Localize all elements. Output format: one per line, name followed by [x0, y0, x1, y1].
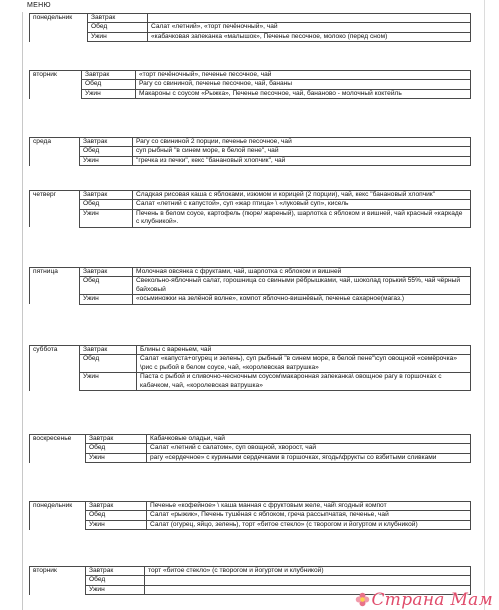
meal-row	[30, 444, 471, 453]
day-name: вторник	[30, 567, 86, 576]
meal-name: Обед	[82, 80, 136, 89]
day-table	[29, 70, 471, 99]
meal-name: Завтрак	[80, 346, 137, 355]
meal-dishes: Салат «летний», «торт печёночный», чай	[148, 23, 471, 32]
day-cell-empty	[30, 585, 86, 594]
day-name: понедельник	[30, 502, 86, 511]
meal-row	[30, 435, 471, 444]
meal-name: Обед	[86, 444, 147, 453]
day-table	[29, 434, 471, 463]
day-name: среда	[30, 138, 80, 147]
page-margin-line-right	[484, 0, 485, 610]
meal-row	[30, 355, 471, 373]
meal-name: Завтрак	[82, 71, 136, 80]
meal-dishes: Салат «летний с салатом», суп овощной, хворост, чай	[147, 444, 471, 453]
meal-row	[30, 147, 471, 156]
day-table	[29, 190, 471, 228]
day-cell-empty	[30, 32, 88, 41]
day-cell-empty	[30, 444, 86, 453]
day-cell-empty	[30, 23, 88, 32]
day-cell-empty	[30, 156, 80, 165]
day-cell-empty	[30, 80, 82, 89]
meal-dishes: Блины с вареньем, чай	[137, 346, 471, 355]
day-cell-empty	[30, 576, 86, 585]
meal-name: Обед	[80, 277, 133, 295]
meal-name: Ужин	[88, 32, 148, 41]
meal-row	[30, 277, 471, 295]
day-table	[29, 13, 471, 42]
day-cell-empty	[30, 200, 80, 209]
meal-name: Ужин	[80, 295, 133, 304]
meal-dishes: Салат «рыжик», Печень тушёная с яблоком, греча рассыпчатая, печенье, чай	[147, 511, 471, 520]
meal-row	[30, 502, 471, 511]
meal-name: Ужин	[80, 156, 133, 165]
meal-dishes: Свекольно-яблочный салат, горошница со свиными рёбрышками, чай, шоколад горький 55%, чай чёрный байховый	[133, 277, 471, 295]
day-cell-empty	[30, 511, 86, 520]
meal-name: Завтрак	[86, 502, 147, 511]
day-cell-empty	[30, 147, 80, 156]
day-cell-empty	[30, 209, 80, 227]
meal-name: Завтрак	[86, 567, 145, 576]
meal-dishes: Рагу со свининой 2 порции, печенье песочное, чай	[133, 138, 471, 147]
day-cell-empty	[30, 295, 80, 304]
meal-name: Ужин	[80, 209, 133, 227]
day-name: четверг	[30, 191, 80, 200]
day-cell-empty	[30, 355, 80, 373]
page-margin-line-left	[22, 12, 23, 610]
meal-row	[30, 209, 471, 227]
watermark-text: Страна Мам	[371, 590, 493, 610]
meal-row	[30, 520, 471, 529]
meal-name: Ужин	[86, 520, 147, 529]
day-name: суббота	[30, 346, 80, 355]
meal-dishes: «осьминожки на зелёной волне», компот яблочно-вишнёвый, печенье сахарное(магаз.)	[133, 295, 471, 304]
meal-dishes: Паста с рыбой и сливочно-чесночным соусом\макаронная запеканка\ овощное рагу в горшочках с кабачком, чай, «королевская ватрушка»	[137, 373, 471, 391]
meal-dishes: торт «битое стекло» (с творогом и йогуртом и клубникой)	[145, 567, 471, 576]
meal-name: Завтрак	[80, 138, 133, 147]
day-name: вторник	[30, 71, 82, 80]
meal-name: Обед	[88, 23, 148, 32]
meal-row	[30, 89, 471, 98]
meal-row	[30, 14, 471, 23]
meal-row	[30, 295, 471, 304]
page-title: МЕНЮ	[27, 2, 51, 9]
meal-dishes: Печенье «кофейное» \ каша манная с фруктовым желе, чай\ ягодный компот	[147, 502, 471, 511]
meal-name: Завтрак	[80, 191, 133, 200]
meal-row	[30, 268, 471, 277]
meal-name: Ужин	[82, 89, 136, 98]
meal-name: Обед	[80, 147, 133, 156]
flower-logo-icon	[355, 592, 370, 607]
day-table	[29, 501, 471, 530]
meal-dishes: Кабачковые оладьи, чай	[147, 435, 471, 444]
day-table	[29, 345, 471, 391]
day-name: пятница	[30, 268, 80, 277]
meal-name: Обед	[80, 355, 137, 373]
meal-row	[30, 156, 471, 165]
meal-dishes: "гречка из печки", кекс "банановый хлопчик", чай	[133, 156, 471, 165]
day-cell-empty	[30, 453, 86, 462]
meal-name: Завтрак	[88, 14, 148, 23]
meal-dishes: суп рыбный "в синем море, в белой пене", чай	[133, 147, 471, 156]
day-name: воскресенье	[30, 435, 86, 444]
meal-row	[30, 453, 471, 462]
day-cell-empty	[30, 89, 82, 98]
day-table	[29, 267, 471, 305]
site-watermark	[355, 590, 493, 610]
meal-row	[30, 567, 471, 576]
meal-row	[30, 373, 471, 391]
meal-dishes: Макароны с соусом «Рыжка», Печенье песочное, чай, бананово - молочный коктейль	[136, 89, 471, 98]
meal-row	[30, 23, 471, 32]
meal-dishes: Печень в белом соусе, картофель (пюре/ жареный), шарлотка с яблоком и вишней, чай красный «каркаде с клубникой».	[133, 209, 471, 227]
meal-name: Завтрак	[80, 268, 133, 277]
meal-name: Ужин	[86, 585, 145, 594]
day-cell-empty	[30, 277, 80, 295]
meal-row	[30, 32, 471, 41]
meal-row	[30, 576, 471, 585]
day-table	[29, 137, 471, 166]
meal-dishes: Салат «капуста+огурец и зелень), суп рыбный "в синем море, в белой пене"\суп овощной «семёрочка» \рис с рыбой в белом соусе, чай, «королевская ватрушка»	[137, 355, 471, 373]
meal-row	[30, 138, 471, 147]
meal-dishes	[145, 576, 471, 585]
meal-row	[30, 511, 471, 520]
day-name: понедельник	[30, 14, 88, 23]
meal-name: Обед	[86, 576, 145, 585]
meal-row	[30, 200, 471, 209]
meal-name: Ужин	[86, 453, 147, 462]
meal-name: Обед	[86, 511, 147, 520]
day-cell-empty	[30, 373, 80, 391]
meal-dishes: Сладкая рисовая каша с яблоками, изюмом и корицей (2 порции), чай, кекс "банановый хлопчик"	[133, 191, 471, 200]
meal-dishes: Салат (огурец, яйцо, зелень), торт «битое стекло» (с творогом и йогуртом и клубникой)	[147, 520, 471, 529]
meal-dishes	[148, 14, 471, 23]
day-cell-empty	[30, 520, 86, 529]
meal-dishes: «торт печёночный», печенье песочное, чай	[136, 71, 471, 80]
meal-dishes: «кабачковая запеканка «малышок», Печенье песочное, молоко (перед сном)	[148, 32, 471, 41]
meal-dishes: Салат «летний с капустой», суп «жар птица» \ «луковый суп», кисель	[133, 200, 471, 209]
meal-row	[30, 71, 471, 80]
meal-row	[30, 80, 471, 89]
meal-name: Обед	[80, 200, 133, 209]
meal-row	[30, 346, 471, 355]
meal-dishes: рагу «сердечное» с куриными сердечками в горшочках, ягоды\фрукты со взбитыми сливками	[147, 453, 471, 462]
meal-dishes: Рагу со свининой, печенье песочное, чай, бананы	[136, 80, 471, 89]
meal-name: Ужин	[80, 373, 137, 391]
meal-name: Завтрак	[86, 435, 147, 444]
meal-dishes: Молочная овсянка с фруктами, чай, шарлотка с яблоком и вишней	[133, 268, 471, 277]
meal-row	[30, 191, 471, 200]
